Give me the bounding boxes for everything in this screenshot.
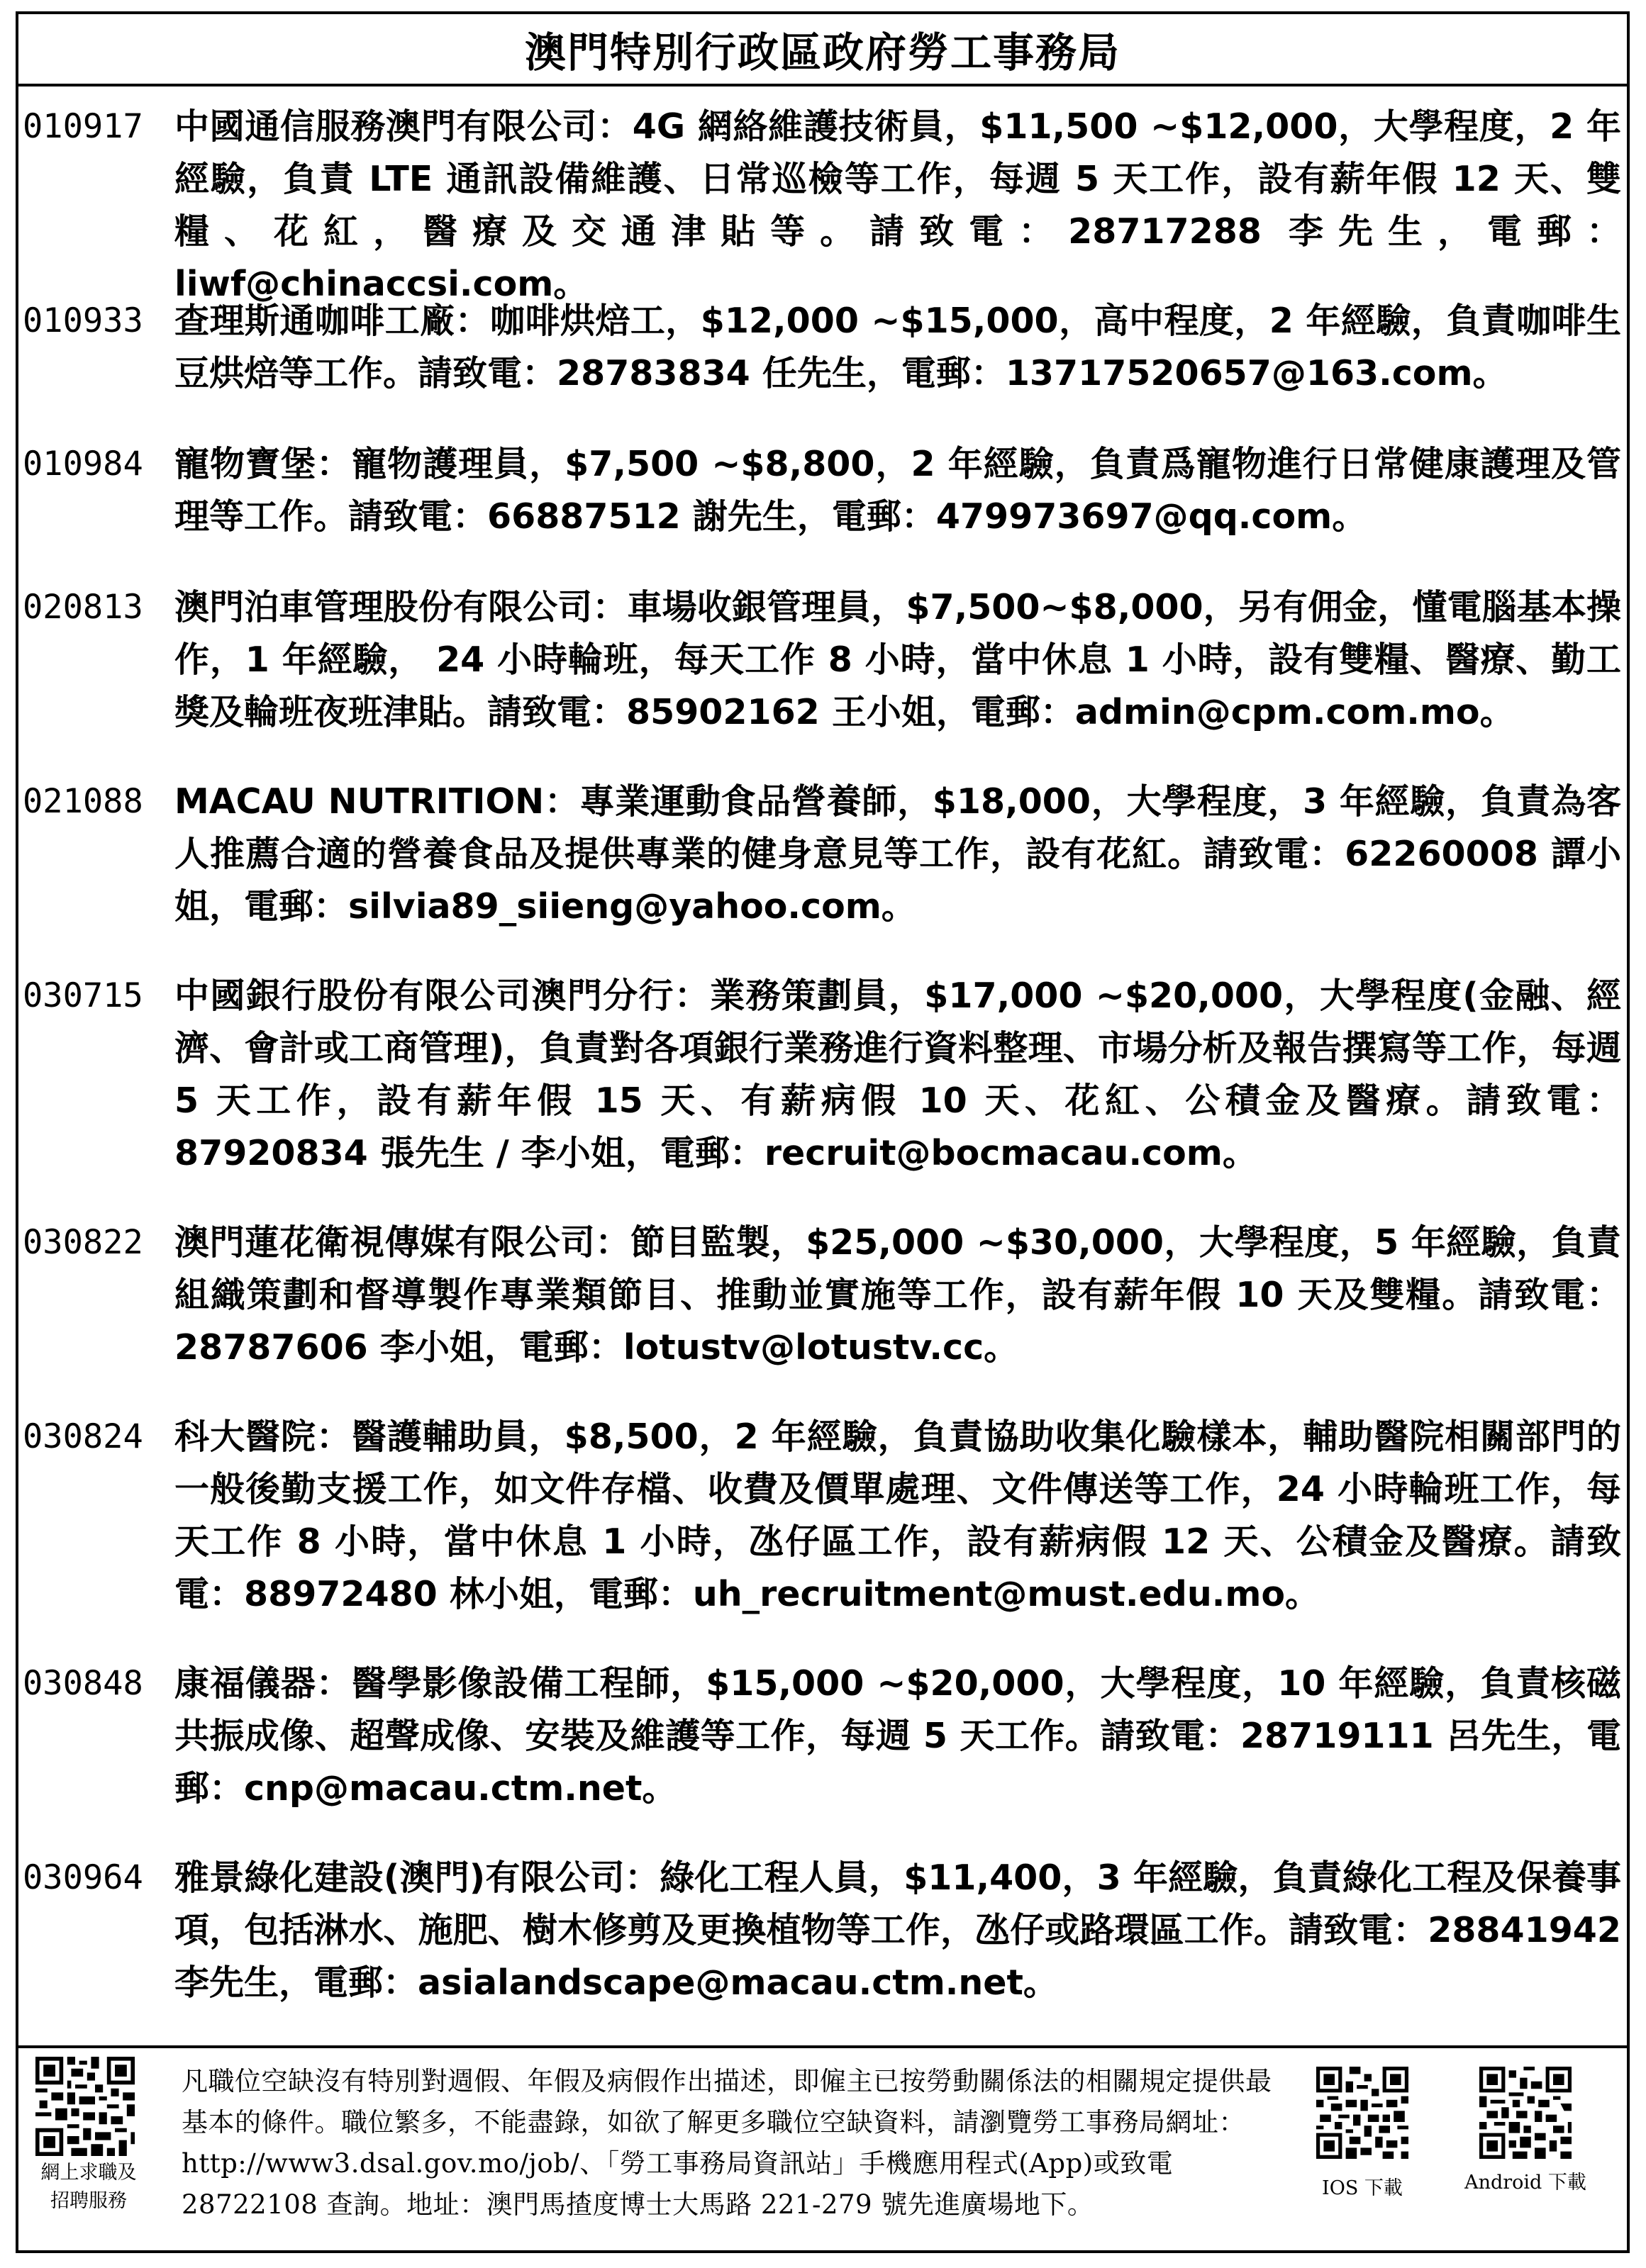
job-description: 雅景綠化建設(澳門)有限公司：綠化工程人員，$11,400，3 年經驗，負責綠化工程及保養事項，包括淋水、施肥、樹木修剪及更換植物等工作，氹仔或路環區工作。請致電：28841942 李先生，電郵：asialandscape@macau.ctm.net。 — [174, 1858, 1621, 2003]
job-code: 030824 — [23, 1417, 143, 1456]
qr-label-line-1: 網上求職及 — [40, 2162, 137, 2184]
job-code: 030848 — [23, 1664, 143, 1703]
job-description: 科大醫院：醫護輔助員，$8,500，2 年經驗，負責協助收集化驗樣本，輔助醫院相關部門的一般後勤支援工作，如文件存檔、收費及價單處理、文件傳送等工作，24 小時輪班工作，每天工作 8 小時，當中休息 1 小時，氹仔區工作，設有薪病假 12 天、公積金及醫療。請致電：88972480 林小姐，電郵：uh_recruitment@must.edu.mo。 — [174, 1417, 1621, 1614]
page-title: 澳門特別行政區政府勞工事務局 — [18, 14, 1627, 86]
job-entry — [18, 970, 1627, 1180]
job-description: 寵物寶堡：寵物護理員，$7,500 ~$8,800，2 年經驗，負責爲寵物進行日常健康護理及管理等工作。請致電：66887512 謝先生，電郵：479973697@qq.com。 — [174, 444, 1621, 537]
job-code: 021088 — [23, 782, 143, 821]
job-description: MACAU NUTRITION：專業運動食品營養師，$18,000，大學程度，3 年經驗，負責為客人推薦合適的營養食品及提供專業的健身意見等工作，設有花紅。請致電：62260008 譚小姐，電郵：silvia89_siieng@yahoo.com。 — [174, 781, 1621, 927]
job-entry — [18, 101, 1627, 311]
job-entry — [18, 1411, 1627, 1621]
qr-label-job-service — [28, 2159, 149, 2216]
android-download-label: Android 下載 — [1464, 2172, 1586, 2194]
job-code: 020813 — [23, 588, 143, 627]
job-entry — [18, 1217, 1627, 1374]
job-description: 中國銀行股份有限公司澳門分行：業務策劃員，$17,000 ~$20,000，大學程度(金融、經濟、會計或工商管理)，負責對各項銀行業務進行資料整理、市場分析及報告撰寫等工作，每週 5 天工作，設有薪年假 15 天、有薪病假 10 天、花紅、公積金及醫療。請致電：87920834 張先生 / 李小姐，電郵：recruit@bocmacau.com。 — [174, 976, 1621, 1173]
job-entry — [18, 581, 1627, 739]
job-code: 030964 — [23, 1858, 143, 1897]
job-code: 030822 — [23, 1223, 143, 1262]
job-description: 查理斯通咖啡工廠：咖啡烘焙工，$12,000 ~$15,000，高中程度，2 年經驗，負責咖啡生豆烘焙等工作。請致電：28783834 任先生，電郵：13717520657@163.com。 — [174, 301, 1621, 393]
job-description: 澳門蓮花衛視傳媒有限公司：節目監製，$25,000 ~$30,000，大學程度，5 年經驗，負責組織策劃和督導製作專業類節目、推動並實施等工作，設有薪年假 10 天及雙糧。請致電：28787606 李小姐，電郵：lotustv@lotustv.cc。 — [174, 1222, 1621, 1368]
job-description: 澳門泊車管理股份有限公司：車場收銀管理員，$7,500~$8,000，另有佣金，懂電腦基本操作，1 年經驗， 24 小時輪班，每天工作 8 小時，當中休息 1 小時，設有雙糧、醫療、勤工獎及輪班夜班津貼。請致電：85902162 王小姐，電郵：admin@cpm.com.mo。 — [174, 587, 1621, 732]
job-service-qr-code-icon[interactable] — [35, 2057, 135, 2156]
job-entry — [18, 1658, 1627, 1815]
job-code: 010984 — [23, 445, 143, 484]
job-description: 中國通信服務澳門有限公司：4G 網絡維護技術員，$11,500 ~$12,000，大學程度，2 年經驗，負責 LTE 通訊設備維護、日常巡檢等工作，每週 5 天工作，設有薪年假 12 天、雙糧、花紅，醫療及交通津貼等。請致電：28717288 李先生，電郵：liwf@chinaccsi.com。 — [174, 106, 1621, 304]
job-entry — [18, 1852, 1627, 2009]
job-description: 康福儀器：醫學影像設備工程師，$15,000 ~$20,000，大學程度，10 年經驗，負責核磁共振成像、超聲成像、安裝及維護等工作，每週 5 天工作。請致電：28719111 呂先生，電郵：cnp@macau.ctm.net。 — [174, 1663, 1621, 1809]
qr-label-line-2: 招聘服務 — [50, 2190, 127, 2212]
android-app-qr-code-icon[interactable] — [1479, 2067, 1572, 2159]
job-code: 010933 — [23, 301, 143, 340]
footer — [18, 2045, 1627, 2250]
ios-app-qr-code-icon[interactable] — [1316, 2067, 1408, 2159]
footer-notice: 凡職位空缺沒有特別對週假、年假及病假作出描述，即僱主已按勞動關係法的相關規定提供最基本的條件。職位繁多，不能盡錄，如欲了解更多職位空缺資料，請瀏覽勞工事務局網址：http://www3.dsal.gov.mo/job/、「勞工事務局資訊站」手機應用程式(App)或致電 28722108 查詢。地址：澳門馬揸度博士大馬路 221-279 號先進廣場地下。 — [182, 2066, 1272, 2220]
job-entry — [18, 438, 1627, 543]
job-entry — [18, 295, 1627, 400]
job-entry — [18, 776, 1627, 933]
job-code: 030715 — [23, 976, 143, 1015]
ios-download-label: IOS 下載 — [1322, 2177, 1403, 2199]
job-code: 010917 — [23, 107, 143, 146]
job-listing-frame — [16, 11, 1630, 2253]
